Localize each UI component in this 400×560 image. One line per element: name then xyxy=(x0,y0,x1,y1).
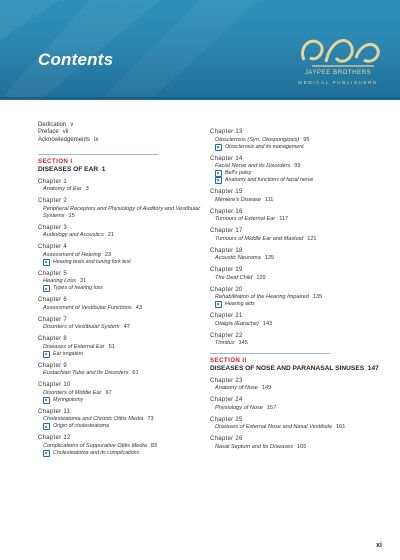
chapter-label: Chapter 18 xyxy=(210,247,243,254)
cd-resource-item xyxy=(38,285,203,292)
chapter-entry xyxy=(38,198,203,219)
chapter-page-number: 149 xyxy=(261,385,272,392)
chapter-title xyxy=(38,206,203,220)
chapter-title-text: Rehabilitation of the Hearing Impaired xyxy=(215,294,309,301)
chapter-title xyxy=(210,385,390,392)
chapter-title xyxy=(210,294,390,301)
chapter-title-text: Hearing Loss xyxy=(43,278,76,285)
cd-resource-label: Hearing tests and tuning fork test xyxy=(53,258,131,265)
chapter-title-text: Tumours of External Ear xyxy=(215,216,276,223)
chapter-entry xyxy=(210,417,390,432)
chapter-page-number: 99 xyxy=(294,163,301,170)
chapter-entry xyxy=(38,179,203,194)
chapter-title xyxy=(210,163,390,170)
cd-icon xyxy=(215,177,222,184)
front-matter-label: Preface xyxy=(38,129,59,136)
chapter-label: Chapter 10 xyxy=(38,382,71,389)
chapter-title-text: Peripheral Receptors and Physiology of Auditory and Vestibular Systems xyxy=(43,205,201,219)
chapter-list xyxy=(38,179,203,457)
chapter-title-text: Physiology of Nose xyxy=(215,404,263,411)
chapter-label: Chapter 16 xyxy=(210,208,243,215)
cd-resource-label: Hearing aids xyxy=(225,301,255,308)
chapter-title-text: Facial Nerve and Its Disorders xyxy=(215,163,291,170)
chapter-title xyxy=(210,444,390,451)
toc-right-column xyxy=(210,124,390,451)
chapter-title xyxy=(210,197,390,204)
cd-icon xyxy=(215,170,222,177)
chapter-label: Chapter 11 xyxy=(38,408,71,415)
chapter-title xyxy=(210,340,390,347)
front-matter-item xyxy=(38,137,203,144)
chapter-entry xyxy=(38,409,203,431)
chapter-entry xyxy=(210,228,390,243)
chapter-title xyxy=(210,255,390,262)
chapter-title xyxy=(210,321,390,328)
cd-resource-item xyxy=(38,423,203,430)
header-banner xyxy=(0,0,400,100)
chapter-entry xyxy=(210,378,390,393)
chapter-title xyxy=(210,236,390,243)
cd-resource-item xyxy=(210,170,390,177)
chapter-label: Chapter 2 xyxy=(38,198,68,205)
cd-resource-label: Cholesteatoma and its complications xyxy=(53,449,140,456)
chapter-title-text: The Deaf Child xyxy=(215,274,253,281)
chapter-entry xyxy=(38,363,203,378)
chapter-page-number: 3 xyxy=(85,186,89,193)
chapter-page-number: 157 xyxy=(266,404,277,411)
cd-icon xyxy=(215,144,222,151)
section-title: DISEASES OF NOSE AND PARANASAL SINUSES 147 xyxy=(210,365,379,373)
chapter-title-text: Otosclerosis (Syn. Otospongiosis) xyxy=(215,136,300,143)
chapter-label: Chapter 3 xyxy=(38,224,68,231)
chapter-label: Chapter 19 xyxy=(210,267,243,273)
chapter-page-number: 117 xyxy=(279,216,289,223)
chapter-title-text: Audiology and Acoustics xyxy=(43,232,104,239)
chapter-label: Chapter 4 xyxy=(38,244,68,251)
chapter-page-number: 43 xyxy=(135,304,142,311)
chapter-title-text: Otalgia (Earache) xyxy=(215,320,259,327)
front-matter-page: v xyxy=(70,122,74,128)
front-matter-label: Dedication xyxy=(38,122,67,128)
chapter-label: Chapter 13 xyxy=(210,129,243,135)
chapter-page-number: 143 xyxy=(262,320,273,327)
section-label: SECTION I xyxy=(38,154,158,165)
chapter-label: Chapter 21 xyxy=(210,313,243,319)
chapter-label: Chapter 20 xyxy=(210,286,243,293)
chapter-label: Chapter 23 xyxy=(210,377,243,384)
chapter-page-number: 31 xyxy=(79,278,87,285)
front-matter-page: ix xyxy=(94,136,99,143)
chapter-label: Chapter 24 xyxy=(210,397,243,404)
page-title: Contents xyxy=(38,50,114,69)
cd-resource-label: Origin of cholesteatoma xyxy=(53,423,109,430)
chapter-title xyxy=(210,137,390,144)
chapter-entry xyxy=(210,156,390,185)
chapter-title-text: Anatomy of Nose xyxy=(215,385,258,392)
chapter-title-text: Assessment of Vestibular Functions xyxy=(43,304,132,311)
chapter-entry xyxy=(38,297,203,312)
chapter-entry xyxy=(38,435,203,457)
chapter-title-text: Assessment of Hearing xyxy=(43,251,101,258)
chapter-title-text: Complications of Suppurative Otitis Media xyxy=(43,442,147,449)
chapter-entry xyxy=(210,333,390,348)
chapter-page-number: 83 xyxy=(150,442,158,449)
chapter-title xyxy=(210,275,390,282)
cd-icon xyxy=(43,259,50,266)
cd-resource-label: Anatomy and functions of facial nerve xyxy=(225,177,314,184)
chapter-title xyxy=(38,186,203,193)
chapter-list xyxy=(210,378,390,451)
chapter-entry xyxy=(210,248,390,263)
chapter-label: Chapter 9 xyxy=(38,362,68,369)
cd-resource-item xyxy=(210,177,390,184)
chapter-label: Chapter 5 xyxy=(38,270,68,277)
chapter-page-number: 111 xyxy=(264,196,274,203)
chapter-page-number: 145 xyxy=(238,340,248,347)
chapter-entry xyxy=(210,397,390,412)
chapter-title xyxy=(38,344,203,351)
chapter-entry xyxy=(38,382,203,404)
chapter-label: Chapter 12 xyxy=(38,435,71,442)
chapter-page-number: 121 xyxy=(307,235,317,242)
chapter-label: Chapter 8 xyxy=(38,336,68,343)
front-matter-list xyxy=(38,122,203,144)
chapter-entry xyxy=(210,287,390,309)
chapter-page-number: 95 xyxy=(303,136,310,143)
chapter-title-text: Disorders of Middle Ear xyxy=(43,389,102,396)
chapter-page-number: 165 xyxy=(297,443,307,450)
cd-icon xyxy=(43,285,50,292)
chapter-title xyxy=(38,443,203,450)
chapter-entry xyxy=(210,436,390,451)
page-number: xi xyxy=(376,542,382,549)
chapter-entry xyxy=(210,267,390,282)
cd-resource-item xyxy=(210,144,390,151)
chapter-title xyxy=(38,390,203,397)
front-matter-item xyxy=(38,122,203,129)
chapter-page-number: 23 xyxy=(104,251,112,258)
chapter-page-number: 161 xyxy=(336,424,346,431)
cd-resource-label: Bell's palsy xyxy=(225,170,252,177)
cd-icon xyxy=(43,351,50,358)
chapter-title xyxy=(38,252,203,259)
chapter-label: Chapter 7 xyxy=(38,316,68,323)
chapter-title-text: Tinnitus xyxy=(215,340,235,347)
cd-resource-item xyxy=(210,301,390,308)
chapter-label: Chapter 25 xyxy=(210,416,243,423)
cd-icon xyxy=(43,450,50,457)
chapter-page-number: 135 xyxy=(312,294,323,301)
chapter-label: Chapter 6 xyxy=(38,297,68,304)
chapter-page-number: 129 xyxy=(256,274,266,281)
chapter-page-number: 61 xyxy=(132,370,139,377)
chapter-page-number: 125 xyxy=(264,255,275,262)
chapter-entry xyxy=(38,271,203,293)
chapter-page-number: 51 xyxy=(108,343,115,350)
chapter-title xyxy=(210,405,390,412)
cd-resource-label: Ear irrigation xyxy=(53,350,84,357)
cd-resource-item xyxy=(38,351,203,358)
chapter-label: Chapter 22 xyxy=(210,332,243,339)
cd-resource-item xyxy=(38,397,203,404)
chapter-title xyxy=(38,232,203,239)
chapter-entry xyxy=(210,189,390,204)
chapter-title xyxy=(210,216,390,223)
chapter-list xyxy=(210,129,390,347)
chapter-entry xyxy=(210,313,390,328)
chapter-page-number: 67 xyxy=(105,389,112,396)
chapter-entry xyxy=(38,225,203,240)
chapter-page-number: 73 xyxy=(147,416,154,423)
chapter-title xyxy=(210,424,390,431)
chapter-page-number: 15 xyxy=(68,212,75,219)
front-matter-item xyxy=(38,129,203,136)
chapter-title-text: Cholesteatoma and Chronic Otitis Media xyxy=(43,416,144,423)
chapter-entry xyxy=(210,209,390,224)
cd-resource-label: Types of hearing loss xyxy=(53,285,103,292)
chapter-label: Chapter 26 xyxy=(210,436,243,443)
chapter-title-text: Diseases of External Nose and Nasal Vestibule xyxy=(215,424,333,431)
chapter-label: Chapter 1 xyxy=(38,178,68,185)
section-label: SECTION II xyxy=(210,353,330,364)
chapter-entry xyxy=(38,336,203,358)
chapter-title xyxy=(38,324,203,331)
cd-resource-label: Otosclerosis and its management xyxy=(225,143,304,150)
chapter-title-text: Tumours of Middle Ear and Mastoid xyxy=(215,235,304,242)
cd-icon xyxy=(43,423,50,430)
chapter-label: Chapter 17 xyxy=(210,228,243,234)
chapter-title-text: Disorders of Vestibular System xyxy=(43,324,120,331)
publisher-subtitle: MEDICAL PUBLISHERS xyxy=(298,80,378,85)
chapter-title-text: Ménière's Disease xyxy=(215,196,261,203)
publisher-name: JAYPEE BROTHERS xyxy=(304,70,372,76)
front-matter-page: vii xyxy=(62,129,69,136)
chapter-title-text: Eustachian Tube and Its Disorders xyxy=(43,370,129,377)
chapter-entry xyxy=(38,244,203,266)
chapter-title xyxy=(38,278,203,285)
chapter-title-text: Diseases of External Ear xyxy=(43,343,105,350)
toc-left-column xyxy=(38,122,203,457)
chapter-title-text: Nasal Septum and Its Diseases xyxy=(215,443,294,450)
chapter-label: Chapter 15 xyxy=(210,189,243,195)
chapter-title-text: Acoustic Neuroma xyxy=(215,255,261,262)
cd-resource-item xyxy=(38,450,203,457)
chapter-entry xyxy=(38,317,203,332)
section-title: DISEASES OF EAR 1 xyxy=(38,166,106,174)
cd-resource-label: Myringotomy xyxy=(53,396,84,403)
chapter-entry xyxy=(210,129,390,151)
chapter-title-text: Anatomy of Ear xyxy=(43,186,82,193)
chapter-page-number: 47 xyxy=(123,324,130,331)
cd-resource-item xyxy=(38,259,203,266)
chapter-title xyxy=(38,305,203,312)
cd-icon xyxy=(215,301,222,308)
front-matter-label: Acknowledgements xyxy=(38,136,91,143)
chapter-title xyxy=(38,370,203,377)
publisher-logo-icon xyxy=(290,18,390,98)
chapter-label: Chapter 14 xyxy=(210,155,243,162)
chapter-page-number: 21 xyxy=(107,232,114,239)
chapter-title xyxy=(38,416,203,423)
cd-icon xyxy=(43,397,50,404)
